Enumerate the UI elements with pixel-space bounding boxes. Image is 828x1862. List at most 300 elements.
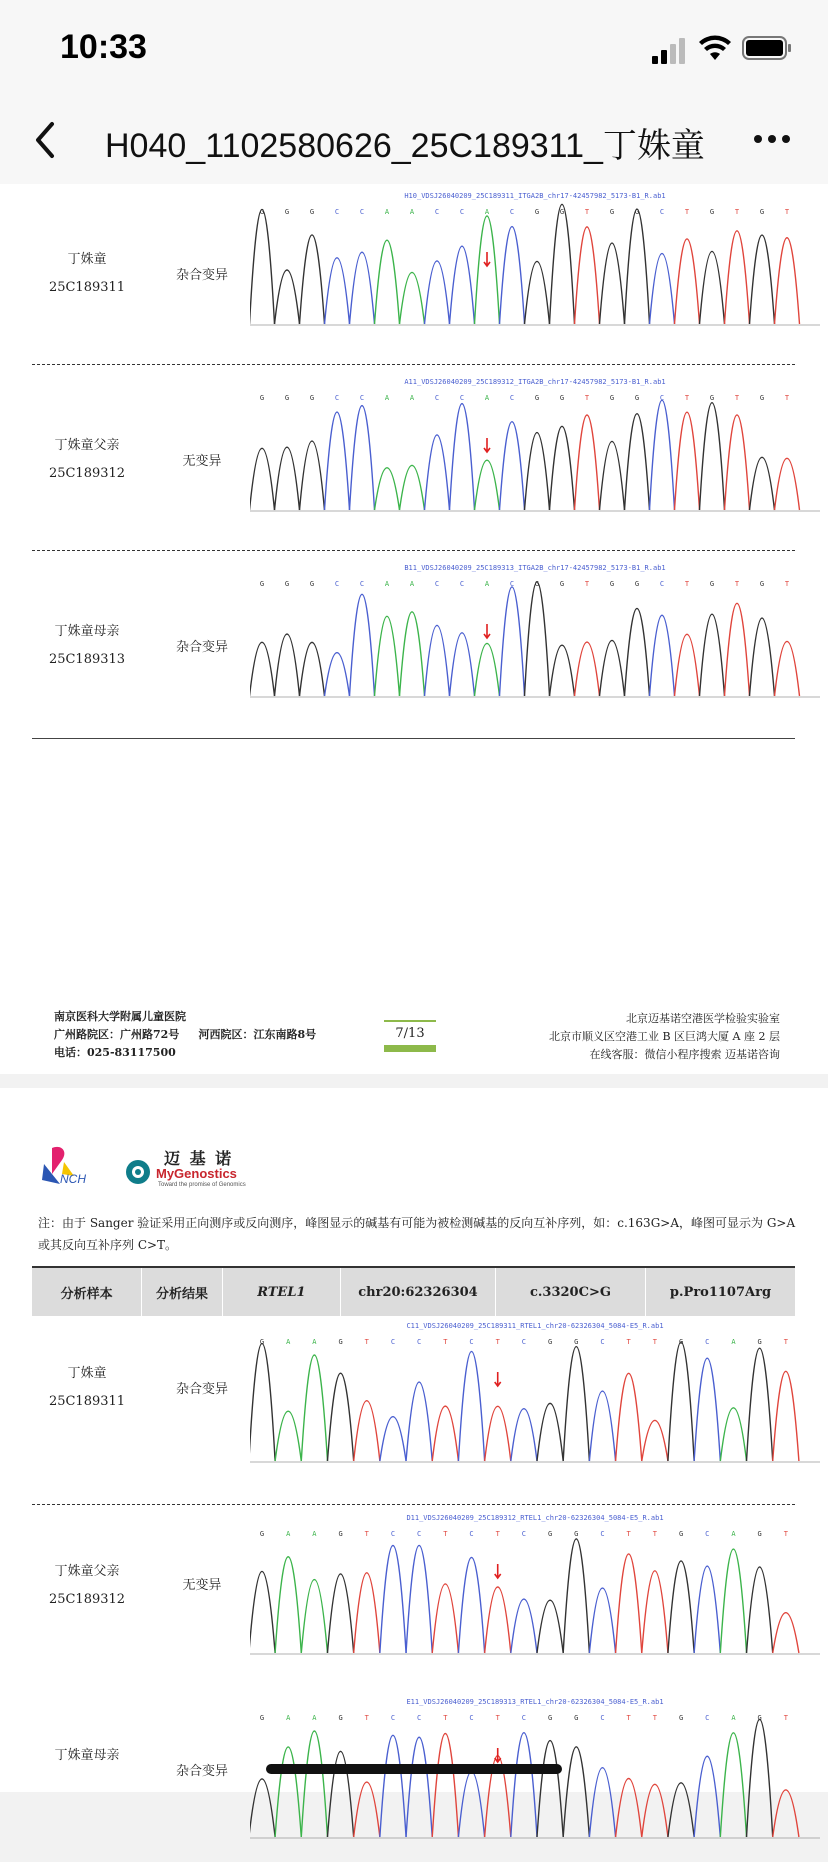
trace-peak	[475, 460, 500, 510]
chromatogram	[250, 186, 820, 356]
analysis-result: 杂合变异	[175, 268, 228, 283]
base-call-label: G	[759, 394, 765, 402]
base-call-label: G	[284, 394, 290, 402]
page-number-bar-top	[384, 1020, 436, 1022]
trace-file-name: D11_VDSJ26040209_25C189312_RTEL1_chr20-62326304_5084-E5_R.ab1	[406, 1514, 664, 1522]
trace-peak	[525, 433, 550, 510]
base-call-label: C	[417, 1714, 422, 1722]
trace-peak	[301, 1580, 327, 1653]
status-time: 10:33	[60, 28, 147, 66]
trace-peak	[458, 1351, 484, 1461]
base-call-label: T	[495, 1530, 500, 1538]
variant-arrow-icon	[484, 252, 490, 266]
variant-arrow-icon	[484, 438, 490, 452]
base-call-label: C	[459, 394, 465, 402]
base-call-label: G	[309, 580, 315, 588]
base-call-label: G	[559, 580, 565, 588]
trace-peak	[275, 270, 300, 324]
base-call-label: C	[417, 1530, 422, 1538]
trace-peak	[675, 412, 700, 510]
base-call-label: C	[334, 394, 340, 402]
trace-peak	[725, 415, 750, 510]
base-call-label: G	[338, 1338, 343, 1346]
trace-peak	[642, 1784, 668, 1837]
base-call-label: G	[709, 208, 715, 216]
trace-peak	[625, 414, 650, 510]
base-call-label: T	[495, 1338, 500, 1346]
hospital-campuses: 广州路院区：广州路72号 河西院区：江东南路8号	[54, 1028, 317, 1041]
page-number: 7/13	[384, 1020, 436, 1052]
trace-peak	[380, 1417, 406, 1461]
trace-peak	[616, 1554, 642, 1653]
base-call-label: A	[384, 580, 390, 588]
navigation-bar	[0, 96, 828, 185]
base-call-label: G	[259, 1714, 265, 1722]
trace-peak	[600, 640, 625, 696]
variant-arrow-icon	[495, 1564, 501, 1578]
base-call-label: G	[309, 208, 315, 216]
base-call-label: C	[359, 208, 365, 216]
analysis-result: 无变异	[182, 454, 222, 469]
header-position: chr20:62326304	[341, 1268, 496, 1316]
trace-peak	[511, 1409, 537, 1461]
base-call-label: G	[338, 1714, 343, 1722]
base-call-label: G	[574, 1530, 579, 1538]
cellular-signal-icon	[652, 38, 686, 64]
trace-peak	[327, 1574, 353, 1653]
trace-peak	[575, 415, 600, 510]
trace-peak	[694, 1756, 720, 1837]
trace-peak	[300, 235, 325, 324]
trace-peak	[589, 1768, 615, 1837]
trace-peak	[668, 1561, 694, 1653]
trace-peak	[375, 616, 400, 696]
base-call-label: G	[709, 580, 715, 588]
trace-peak	[589, 1588, 615, 1653]
header-result: 分析结果	[142, 1268, 222, 1316]
base-call-label: G	[534, 580, 540, 588]
base-call-label: G	[559, 394, 565, 402]
chromatogram	[250, 1508, 820, 1678]
base-call-label: C	[459, 580, 465, 588]
variant-arrow-icon	[495, 1748, 501, 1762]
trace-peak	[354, 1782, 380, 1837]
trace-peak	[250, 1571, 275, 1653]
trace-peak	[400, 272, 425, 324]
trace-peak	[668, 1783, 694, 1837]
trace-peak	[747, 1348, 773, 1461]
trace-peak	[675, 634, 700, 696]
base-call-label: A	[484, 208, 490, 216]
base-call-label: T	[784, 394, 790, 402]
base-call-label: T	[443, 1530, 448, 1538]
trace-peak	[720, 1733, 746, 1837]
trace-peak	[563, 1347, 589, 1461]
trace-peak	[400, 465, 425, 510]
sample-name: 丁姝童母亲	[54, 1748, 120, 1763]
trace-peak	[425, 261, 450, 324]
trace-peak	[425, 435, 450, 510]
base-call-label: A	[409, 580, 415, 588]
trace-peak	[500, 227, 525, 324]
trace-file-name: H10_VDSJ26040209_25C189311_ITGA2B_chr17-42457982_5173-B1_R.ab1	[404, 192, 666, 200]
base-call-label: C	[509, 580, 515, 588]
chromatogram	[250, 1692, 820, 1862]
trace-peak	[650, 400, 675, 510]
header-protein: p.Pro1107Arg	[669, 1284, 772, 1300]
trace-peak	[563, 1539, 589, 1653]
base-call-label: G	[534, 394, 540, 402]
base-call-label: C	[434, 208, 440, 216]
base-call-label: G	[284, 580, 290, 588]
trace-peak	[250, 1343, 275, 1461]
base-call-label: A	[409, 208, 415, 216]
header-gene: RTEL1	[223, 1268, 341, 1316]
base-call-label: C	[434, 394, 440, 402]
trace-peak	[325, 258, 350, 324]
trace-peak	[250, 1779, 275, 1837]
base-call-label: T	[584, 580, 590, 588]
trace-peak	[600, 243, 625, 324]
trace-peak	[575, 642, 600, 696]
lab-service: 在线客服：微信小程序搜索 迈基诺咨询	[589, 1048, 780, 1061]
base-call-label: C	[469, 1530, 474, 1538]
trace-peak	[325, 412, 350, 510]
sample-name: 丁姝童父亲 25C189312	[48, 438, 126, 481]
base-call-label: C	[659, 208, 665, 216]
nch-logo-text: NCH	[60, 1172, 86, 1186]
base-call-label: T	[443, 1338, 448, 1346]
trace-peak	[537, 1600, 563, 1653]
trace-peak	[750, 457, 775, 510]
trace-peak	[675, 239, 700, 324]
base-call-label: G	[259, 208, 265, 216]
base-call-label: T	[626, 1338, 631, 1346]
base-call-label: C	[509, 394, 515, 402]
trace-peak	[300, 441, 325, 510]
chromatogram	[250, 1316, 820, 1486]
base-call-label: G	[547, 1530, 553, 1538]
status-bar	[0, 0, 828, 96]
analysis-result: 无变异	[182, 1578, 222, 1593]
base-call-label: C	[659, 580, 665, 588]
trace-peak	[485, 1587, 511, 1653]
hospital-name: 南京医科大学附属儿童医院	[54, 1010, 186, 1023]
row-divider	[32, 1504, 795, 1505]
trace-peak	[375, 468, 400, 510]
trace-peak	[642, 1420, 668, 1461]
trace-peak	[354, 1401, 380, 1461]
base-call-label: G	[259, 1338, 265, 1346]
base-call-label: G	[759, 580, 765, 588]
trace-peak	[400, 612, 425, 696]
base-call-label: T	[684, 580, 690, 588]
base-call-label: C	[390, 1530, 396, 1538]
trace-peak	[750, 618, 775, 696]
base-call-label: G	[534, 208, 540, 216]
base-call-label: A	[312, 1714, 317, 1722]
analysis-result: 杂合变异	[175, 640, 228, 655]
base-call-label: G	[634, 394, 640, 402]
base-call-label: G	[609, 580, 615, 588]
report-page-7	[0, 184, 828, 1074]
base-call-label: C	[600, 1714, 605, 1722]
base-call-label: G	[309, 394, 315, 402]
variant-arrow-icon	[495, 1372, 501, 1386]
variant-arrow-icon	[484, 624, 490, 638]
base-call-label: C	[469, 1338, 474, 1346]
base-call-label: C	[334, 580, 340, 588]
trace-peak	[700, 403, 725, 510]
lab-address: 北京市顺义区空港工业 B 区巨鸿大厦 A 座 2 层	[548, 1030, 780, 1043]
trace-peak	[450, 404, 475, 510]
base-call-label: G	[678, 1714, 684, 1722]
base-call-label: G	[757, 1530, 762, 1538]
base-call-label: C	[521, 1530, 527, 1538]
base-call-label: T	[684, 394, 690, 402]
trace-peak	[773, 1613, 799, 1653]
chromatogram	[250, 558, 820, 728]
base-call-label: A	[384, 208, 390, 216]
base-call-label: G	[759, 208, 765, 216]
trace-peak	[301, 1731, 327, 1837]
base-call-label: G	[609, 394, 615, 402]
trace-peak	[537, 1403, 563, 1461]
sample-name: 丁姝童父亲 25C189312	[48, 1564, 126, 1607]
battery-icon	[742, 36, 792, 60]
base-call-label: G	[547, 1338, 553, 1346]
trace-peak	[354, 1573, 380, 1653]
trace-peak	[301, 1355, 327, 1461]
more-horizontal-icon[interactable]	[752, 132, 792, 146]
hospital-phone: 电话：025-83117500	[54, 1046, 176, 1059]
trace-peak	[380, 1735, 406, 1837]
trace-peak	[775, 458, 800, 510]
base-call-label: C	[509, 208, 515, 216]
logo-tagline: Toward the promise of Genomics	[158, 1182, 246, 1188]
base-call-label: T	[652, 1338, 657, 1346]
base-call-label: T	[783, 1714, 788, 1722]
trace-peak	[300, 642, 325, 696]
trace-peak	[432, 1406, 458, 1461]
hospital-info	[54, 1008, 316, 1062]
row-divider	[32, 550, 795, 551]
base-call-label: C	[334, 208, 340, 216]
trace-peak	[525, 261, 550, 324]
base-call-label: A	[286, 1714, 291, 1722]
table-header	[32, 1268, 795, 1316]
base-call-label: G	[259, 394, 265, 402]
base-call-label: C	[705, 1530, 710, 1538]
base-call-label: G	[574, 1338, 579, 1346]
base-call-label: T	[584, 394, 590, 402]
chevron-left-icon[interactable]	[30, 118, 60, 162]
header-cdna: c.3320C>G	[496, 1268, 646, 1316]
trace-peak	[550, 645, 575, 696]
trace-peak	[350, 252, 375, 324]
base-call-label: T	[734, 208, 740, 216]
base-call-label: C	[434, 580, 440, 588]
base-call-label: C	[459, 208, 465, 216]
base-call-label: G	[678, 1338, 684, 1346]
base-call-label: T	[684, 208, 690, 216]
trace-peak	[700, 251, 725, 324]
base-call-label: T	[784, 580, 790, 588]
analysis-result: 杂合变异	[175, 1764, 228, 1779]
wifi-icon	[698, 34, 732, 62]
base-call-label: T	[364, 1530, 369, 1538]
base-call-label: T	[652, 1530, 657, 1538]
base-call-label: C	[521, 1714, 527, 1722]
logo-cn-text: 迈 基 诺	[164, 1149, 234, 1168]
trace-peak	[432, 1584, 458, 1653]
trace-peak	[525, 582, 550, 696]
page-number-bar-bottom	[384, 1045, 436, 1052]
trace-peak	[575, 227, 600, 324]
trace-peak	[694, 1358, 720, 1461]
base-call-label: A	[312, 1338, 317, 1346]
base-call-label: G	[634, 208, 640, 216]
trace-peak	[425, 625, 450, 696]
base-call-label: A	[731, 1338, 736, 1346]
trace-peak	[600, 441, 625, 510]
trace-peak	[275, 447, 300, 510]
mygenostics-logo	[124, 1146, 264, 1192]
trace-peak	[747, 1567, 773, 1653]
base-call-label: G	[678, 1530, 684, 1538]
base-call-label: T	[783, 1338, 788, 1346]
base-call-label: T	[626, 1714, 631, 1722]
trace-peak	[550, 204, 575, 324]
base-call-label: A	[731, 1714, 736, 1722]
lab-name: 北京迈基诺空港医学检验实验室	[626, 1012, 780, 1025]
trace-file-name: A11_VDSJ26040209_25C189312_ITGA2B_chr17-42457982_5173-B1_R.ab1	[404, 378, 666, 386]
sample-name: 丁姝童母亲 25C189313	[48, 624, 126, 667]
trace-peak	[327, 1373, 353, 1461]
base-call-label: C	[600, 1530, 605, 1538]
trace-peak	[475, 216, 500, 324]
base-call-label: T	[364, 1338, 369, 1346]
base-call-label: A	[286, 1530, 291, 1538]
base-call-label: A	[312, 1530, 317, 1538]
base-call-label: C	[521, 1338, 527, 1346]
trace-peak	[350, 406, 375, 510]
base-call-label: A	[484, 580, 490, 588]
trace-file-name: B11_VDSJ26040209_25C189313_ITGA2B_chr17-42457982_5173-B1_R.ab1	[404, 564, 666, 572]
trace-peak	[537, 1741, 563, 1837]
trace-peak	[616, 1778, 642, 1837]
base-call-label: T	[443, 1714, 448, 1722]
base-call-label: C	[390, 1338, 396, 1346]
trace-peak	[325, 653, 350, 696]
base-call-label: C	[417, 1338, 422, 1346]
trace-peak	[406, 1737, 432, 1837]
trace-peak	[511, 1599, 537, 1653]
base-call-label: G	[338, 1530, 343, 1538]
base-call-label: A	[731, 1530, 736, 1538]
trace-peak	[694, 1566, 720, 1653]
base-call-label: T	[734, 394, 740, 402]
trace-peak	[475, 643, 500, 696]
table-bottom-border	[32, 738, 795, 739]
base-call-label: T	[652, 1714, 657, 1722]
trace-peak	[406, 1382, 432, 1461]
trace-peak	[275, 1411, 301, 1461]
base-call-label: G	[284, 208, 290, 216]
trace-peak	[485, 1406, 511, 1461]
logo-en-text: MyGenostics	[156, 1166, 237, 1181]
chromatogram	[250, 372, 820, 542]
trace-peak	[747, 1719, 773, 1837]
trace-peak	[406, 1545, 432, 1653]
base-call-label: T	[784, 208, 790, 216]
report-page-8	[0, 1088, 828, 1792]
base-call-label: C	[659, 394, 665, 402]
sample-name: 丁姝童 25C189311	[48, 1366, 126, 1409]
home-indicator[interactable]	[266, 1764, 562, 1774]
trace-peak	[650, 254, 675, 324]
base-call-label: G	[757, 1714, 762, 1722]
trace-peak	[432, 1733, 458, 1837]
base-call-label: T	[626, 1530, 631, 1538]
trace-peak	[450, 633, 475, 696]
trace-file-name: C11_VDSJ26040209_25C189311_RTEL1_chr20-62326304_5084-E5_R.ab1	[406, 1322, 664, 1330]
base-call-label: A	[409, 394, 415, 402]
base-call-label: G	[259, 580, 265, 588]
base-call-label: C	[390, 1714, 396, 1722]
trace-peak	[625, 209, 650, 324]
lab-info	[549, 1010, 780, 1064]
trace-peak	[380, 1546, 406, 1653]
base-call-label: T	[734, 580, 740, 588]
trace-peak	[720, 1549, 746, 1653]
trace-peak	[350, 594, 375, 696]
page-title: H040_1102580626_25C189311_丁姝童	[105, 127, 705, 165]
base-call-label: T	[364, 1714, 369, 1722]
sample-name: 丁姝童 25C189311	[48, 252, 126, 295]
base-call-label: G	[609, 208, 615, 216]
base-call-label: C	[705, 1714, 710, 1722]
trace-peak	[773, 1790, 799, 1837]
trace-peak	[250, 209, 275, 324]
base-call-label: T	[783, 1530, 788, 1538]
trace-peak	[458, 1772, 484, 1837]
trace-peak	[668, 1342, 694, 1461]
trace-peak	[720, 1408, 746, 1461]
trace-peak	[775, 641, 800, 696]
base-call-label: G	[559, 208, 565, 216]
trace-peak	[458, 1557, 484, 1653]
base-call-label: C	[359, 580, 365, 588]
analysis-result: 杂合变异	[175, 1382, 228, 1397]
base-call-label: C	[705, 1338, 710, 1346]
trace-peak	[589, 1391, 615, 1461]
trace-peak	[725, 603, 750, 696]
trace-peak	[375, 240, 400, 324]
trace-peak	[725, 231, 750, 324]
trace-peak	[500, 422, 525, 510]
trace-peak	[500, 587, 525, 696]
base-call-label: C	[469, 1714, 474, 1722]
base-call-label: C	[600, 1338, 605, 1346]
base-call-label: G	[574, 1714, 579, 1722]
trace-peak	[642, 1571, 668, 1653]
base-call-label: T	[495, 1714, 500, 1722]
base-call-label: T	[584, 208, 590, 216]
base-call-label: A	[484, 394, 490, 402]
base-call-label: G	[709, 394, 715, 402]
header-sample: 分析样本	[32, 1268, 142, 1316]
